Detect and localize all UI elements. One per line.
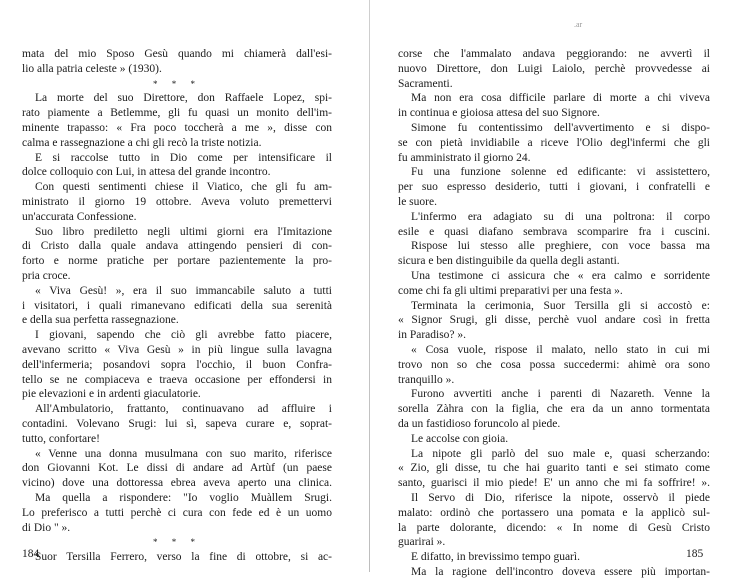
text-line: santo, guarisci il mio piede! E' un anno che mi fa soffrire! ».	[398, 477, 710, 490]
text-line: Lo preferisco a tutti perchè ci cura con fede ed è un uomo	[22, 506, 332, 519]
text-line: Con questi sentimenti chiese il Viatico, che gli fu am-	[35, 181, 332, 194]
section-separator: * * *	[153, 78, 201, 89]
text-line: corse che l'ammalato andava peggiorando: ne avvertì il	[398, 48, 710, 60]
text-line: Fu una funzione solenne ed edificante: vi assistettero,	[411, 166, 710, 179]
text-line: da un fastidioso foruncolo al piede.	[398, 417, 561, 430]
text-line: Suo libro prediletto negli ultimi giorni era l'Imitazione	[35, 225, 332, 238]
text-line: trovo non so che cosa possa succedermi: ahimè ora sono	[398, 358, 710, 371]
scan-mark: .ar	[574, 20, 583, 29]
text-line: malato: ordinò che portassero una pomata e la applicò sul-	[398, 506, 710, 519]
text-line: ministrato il giorno 19 ottobre. Aveva voluto premettervi	[22, 195, 332, 208]
text-line: rato piamente a Betlemme, gli fu quasi un monito dell'im-	[22, 107, 332, 120]
text-line: le suore.	[398, 195, 437, 208]
text-line: nuovo Direttore, don Luigi Laiolo, perchè provvedesse ai	[398, 62, 710, 75]
text-line: e della sua perfetta rassegnazione.	[22, 314, 179, 327]
text-line: lio alla patria celeste » (1930).	[22, 62, 162, 75]
text-line: tranquillo ».	[398, 373, 455, 386]
text-line: « Cosa vuole, rispose il malato, nello stato in cui mi	[411, 343, 710, 356]
text-line: Ma non era cosa difficile parlare di morte a chi viveva	[411, 92, 710, 105]
text-line: Suor Tersilla Ferrero, verso la fine di ottobre, si ac-	[35, 551, 332, 564]
text-line: « Venne una donna musulmana con suo marito, riferisce	[35, 447, 332, 460]
text-line: Ma quella a rispondere: "Io voglio Muàllem Srugi.	[35, 491, 332, 504]
text-line: sorella Zàhra con la figlia, che era da un anno tormentata	[398, 403, 710, 416]
text-line: un'accurata Confessione.	[22, 210, 137, 223]
text-line: contadini. Volevano Srugi: lui sì, sapeva curare e, soprat-	[22, 417, 332, 430]
text-line: Le accolse con gioia.	[411, 432, 509, 445]
text-line: la parte dolorante, dicendo: « In nome di Gesù Cristo	[398, 521, 710, 534]
text-line: E si raccolse tutto in Dio come per intensificare il	[35, 151, 332, 164]
text-line: forto e norme pratiche per portare pazientemente la pro-	[22, 255, 332, 268]
text-line: di Cristo dalla quale andava attingendo pensieri di con-	[22, 240, 332, 253]
text-line: Sacramenti.	[398, 77, 453, 90]
text-line: « Zio, gli disse, tu che hai guarito tanti e sei stimato come	[398, 462, 710, 475]
page-gutter	[369, 0, 370, 572]
text-line: vicino) dove una dottoressa ebrea aveva aperto una clinica.	[22, 477, 332, 490]
text-line: Rispose lui stesso alle preghiere, con voce bassa ma	[411, 240, 710, 253]
text-line: guarirai ».	[398, 536, 446, 549]
text-line: pie elevazioni e in ardenti giaculatorie.	[22, 388, 201, 401]
text-line: di Dio " ».	[22, 521, 71, 534]
text-line: tutto, confortare!	[22, 432, 100, 445]
text-line: All'Ambulatorio, frattanto, continuavano ad affluire i	[35, 403, 332, 416]
text-line: calma e rassegnazione a chi gli recò la triste notizia.	[22, 136, 262, 149]
text-line: don Giovanni Kot. Le dissi di andare ad Artùf (un paese	[22, 462, 332, 475]
left-page	[22, 47, 332, 565]
right-page	[398, 47, 710, 580]
text-line: I giovani, sapendo che ciò gli avrebbe fatto piacere,	[35, 329, 332, 342]
text-line: esile e quasi diafano sembrava scomparire fra i cuscini.	[398, 225, 710, 238]
text-line: dell'infermeria; posandovi sopra l'occhio, il buon Confra-	[22, 358, 332, 371]
text-line: in Paradiso? ».	[398, 329, 467, 342]
text-line: pria croce.	[22, 269, 71, 282]
text-line: se con pietà invidiabile a riceve l'Olio degl'infermi che gli	[398, 136, 710, 149]
text-line: avevano scritto « Viva Gesù » in più lingue sulla lavagna	[22, 343, 332, 356]
text-line: dolce colloquio con Lui, in attesa del grande incontro.	[22, 166, 271, 179]
page-number-left: 184	[22, 548, 40, 560]
section-separator: * * *	[153, 537, 201, 548]
text-line: Simone fu contentissimo dell'avvertimento e si dispo-	[411, 121, 710, 134]
text-line: Furono avvertiti anche i parenti di Nazareth. Venne la	[411, 388, 710, 401]
text-line: come chi fa gli ultimi preparativi per una festa ».	[398, 284, 623, 297]
text-line: in continua e gioiosa attesa del suo Signore.	[398, 107, 600, 120]
text-line: Terminata la cerimonia, Suor Tersilla gli si accostò e:	[411, 299, 710, 312]
text-line: Ma la ragione dell'incontro doveva essere più importan-	[411, 565, 710, 578]
text-line: mata del mio Sposo Gesù quando mi chiamerà dall'esi-	[22, 48, 332, 60]
text-line: Una testimone ci assicura che « era calmo e sorridente	[411, 269, 710, 282]
text-line: L'infermo era adagiato su di una poltrona: il corpo	[411, 210, 710, 223]
text-line: E difatto, in brevissimo tempo guarì.	[411, 551, 580, 564]
text-line: tello se ne compiaceva e traeva occasione per effondersi in	[22, 373, 332, 386]
text-line: sicura e ben distinguibile da quella degli astanti.	[398, 255, 620, 268]
text-line: per suo espresso desiderio, tutti i giovani, i confratelli e	[398, 181, 710, 194]
text-line: Il Servo di Dio, riferisce la nipote, osservò il piede	[411, 491, 710, 504]
text-line: La morte del suo Direttore, don Raffaele Lopez, spi-	[35, 92, 332, 105]
text-line: i visitatori, i quali rimanevano edificati della sua serenità	[22, 299, 332, 312]
page-number-right: 185	[686, 548, 704, 560]
text-line: « Signor Srugi, gli disse, perchè vuol andare così in fretta	[398, 314, 710, 327]
text-line: « Viva Gesù! », era il suo immancabile saluto a tutti	[35, 284, 332, 297]
text-line: fu amministrato il giorno 24.	[398, 151, 531, 164]
text-line: minente trapasso: « Fra poco toccherà a me », disse con	[22, 121, 332, 134]
text-line: La nipote gli parlò del suo male e, quasi scherzando:	[411, 447, 710, 460]
